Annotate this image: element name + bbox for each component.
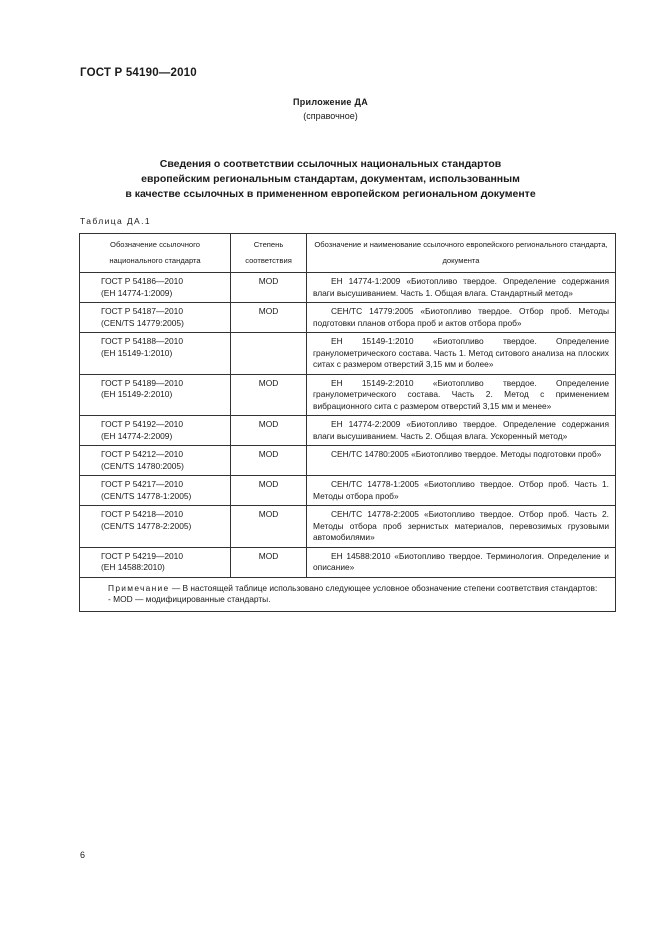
conformity-degree-cell: MOD [231, 374, 307, 416]
national-standard-reference: (CEN/TS 14780:2005) [101, 460, 184, 471]
column-header-national: Обозначение ссылочного национального стандарта [80, 234, 231, 273]
conformity-degree-cell: MOD [231, 476, 307, 506]
european-standard-cell [307, 333, 616, 375]
conformity-degree-cell: MOD [231, 547, 307, 577]
national-standard-reference: (ЕН 14588:2010) [101, 562, 165, 572]
table-row [80, 547, 616, 577]
section-heading [60, 157, 601, 202]
european-standard-text: ЕН 14588:2010 «Биотопливо твердое. Терминология. Определение и описание» [313, 550, 609, 572]
national-standard-cell [80, 273, 231, 303]
table-row [80, 416, 616, 446]
national-standard-cell [80, 416, 231, 446]
national-standard-code: ГОСТ Р 54192—2010 [101, 419, 183, 429]
conformity-degree-cell: MOD [231, 273, 307, 303]
appendix-header [0, 95, 661, 123]
note-item: - MOD — модифицированные стандарты. [108, 594, 271, 604]
european-standard-text: ЕН 14774-1:2009 «Биотопливо твердое. Определение содержания влаги высушиванием. Часть 1. Общая влага. Стандартный метод» [313, 276, 609, 298]
table-row [80, 374, 616, 416]
table-row [80, 273, 616, 303]
conformity-degree-cell: MOD [231, 506, 307, 548]
table-row [80, 476, 616, 506]
national-standard-code: ГОСТ Р 54189—2010 [101, 377, 183, 388]
column-header-european: Обозначение и наименование ссылочного европейского регионального стандарта, документа [307, 234, 616, 273]
national-standard-reference: (CEN/TS 14779:2005) [101, 317, 184, 328]
national-standard-reference: (CEN/TS 14778-2:2005) [101, 520, 192, 531]
national-standard-cell [80, 506, 231, 548]
european-standard-text: СЕН/ТС 14778-2:2005 «Биотопливо твердое. Отбор проб. Часть 2. Методы отбора проб зернистых материалов, перевозимых грузовыми автомобилями» [313, 509, 609, 542]
european-standard-cell [307, 446, 616, 476]
national-standard-reference: (ЕН 14774-2:2009) [101, 430, 173, 441]
note-label: Примечание [108, 582, 170, 593]
european-standard-cell [307, 273, 616, 303]
national-standard-code: ГОСТ Р 54188—2010 [101, 336, 183, 346]
european-standard-cell [307, 547, 616, 577]
table-row [80, 506, 616, 548]
european-standard-text: СЕН/ТС 14778-1:2005 «Биотопливо твердое. Отбор проб. Часть 1. Методы отбора проб» [313, 479, 609, 501]
national-standard-code: ГОСТ Р 54219—2010 [101, 550, 183, 561]
conformity-degree-cell [231, 333, 307, 375]
table-note-row [80, 577, 616, 611]
document-code: ГОСТ Р 54190—2010 [80, 67, 197, 79]
column-header-degree: Степень соответствия [231, 234, 307, 273]
table-note [80, 577, 616, 611]
national-standard-code: ГОСТ Р 54186—2010 [101, 276, 183, 286]
conformity-degree-cell: MOD [231, 446, 307, 476]
page-number: 6 [80, 850, 86, 860]
note-text: — В настоящей таблице использовано следующее условное обозначение степени соответствия стандартов: [171, 582, 598, 593]
national-standard-code: ГОСТ Р 54212—2010 [101, 449, 183, 459]
appendix-subtitle: (справочное) [303, 111, 358, 121]
national-standard-cell [80, 476, 231, 506]
national-standard-code: ГОСТ Р 54187—2010 [101, 306, 183, 316]
table-caption: Таблица ДА.1 [80, 216, 152, 226]
table-header-row [80, 234, 616, 273]
table-row [80, 303, 616, 333]
national-standard-cell [80, 547, 231, 577]
conformity-degree-cell: MOD [231, 303, 307, 333]
national-standard-cell [80, 303, 231, 333]
european-standard-text: ЕН 14774-2:2009 «Биотопливо твердое. Определение содержания влаги высушиванием. Часть 2. Общая влага. Ускоренный метод» [313, 419, 609, 441]
national-standard-cell [80, 446, 231, 476]
national-standard-cell [80, 374, 231, 416]
national-standard-cell [80, 333, 231, 375]
european-standard-text: СЕН/ТС 14780:2005 «Биотопливо твердое. Методы подготовки проб» [331, 449, 602, 459]
conformity-degree-cell: MOD [231, 416, 307, 446]
european-standard-text: CEH/TC 14779:2005 «Биотопливо твердое. Отбор проб. Методы подготовки планов отбора проб и актов отбора проб» [313, 306, 609, 328]
appendix-title: Приложение ДА [292, 97, 369, 107]
national-standard-reference: (CEN/TS 14778-1:2005) [101, 490, 192, 501]
european-standard-text: ЕН 15149-2:2010 «Биотопливо твердое. Определение гранулометрического состава. Часть 2. Метод с применением вибрационного сита с размером отверстий 3,15 мм и менее» [313, 377, 609, 411]
standards-table [79, 233, 616, 612]
national-standard-reference: (ЕН 15149-1:2010) [101, 347, 173, 358]
national-standard-code: ГОСТ Р 54218—2010 [101, 509, 183, 519]
european-standard-cell [307, 374, 616, 416]
heading-line: в качестве ссылочных в примененном европейском региональном документе [125, 188, 536, 200]
european-standard-cell [307, 416, 616, 446]
european-standard-cell [307, 506, 616, 548]
national-standard-code: ГОСТ Р 54217—2010 [101, 479, 183, 489]
table-row [80, 333, 616, 375]
european-standard-text: ЕН 15149-1:2010 «Биотопливо твердое. Определение гранулометрического состава. Часть 1. Метод ситового анализа на плоских ситах с размером отверстий 3,15 мм и более» [313, 336, 609, 369]
european-standard-cell [307, 476, 616, 506]
table-row [80, 446, 616, 476]
heading-line: европейским региональным стандартам, документам, использованным [141, 173, 520, 185]
european-standard-cell [307, 303, 616, 333]
heading-line: Сведения о соответствии ссылочных национальных стандартов [159, 158, 502, 170]
national-standard-reference: (ЕН 14774-1:2009) [101, 287, 173, 298]
national-standard-reference: (ЕН 15149-2:2010) [101, 389, 173, 399]
